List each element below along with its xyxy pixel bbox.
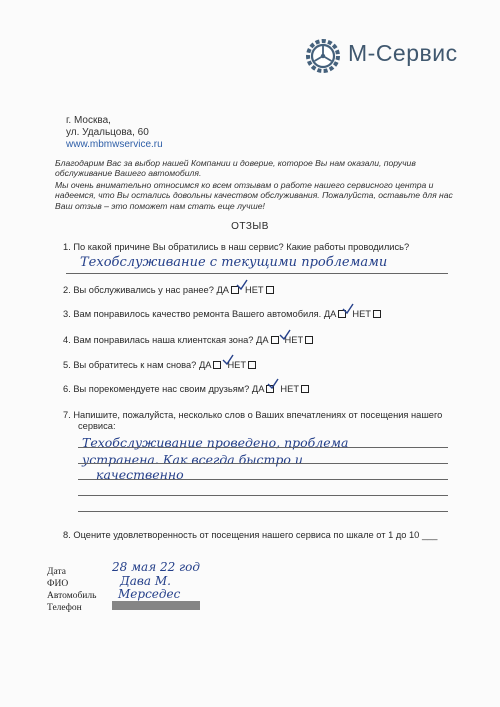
rating-blank[interactable]: ___ <box>421 530 438 540</box>
brand-logo <box>305 38 341 74</box>
fio-label: ФИО <box>47 579 69 589</box>
no-checkbox[interactable] <box>305 336 313 344</box>
no-label: НЕТ <box>227 360 247 370</box>
answer-1-handwriting: Техобслуживание с текущими проблемами <box>80 255 388 270</box>
yes-label: ДА <box>198 360 212 370</box>
question-6-text: 6. Вы порекомендуете нас своим друзьям? <box>63 384 250 394</box>
answer-7-rule <box>78 511 448 512</box>
no-checkbox[interactable] <box>266 286 274 294</box>
phone-label: Телефон <box>47 603 82 613</box>
form-title: ОТЗЫВ <box>231 221 269 232</box>
date-label: Дата <box>47 567 66 577</box>
yes-checkbox[interactable] <box>213 361 221 369</box>
address-street: ул. Удальцова, 60 <box>66 127 149 138</box>
no-label: НЕТ <box>280 384 300 394</box>
date-value: 28 мая 22 год <box>112 560 200 574</box>
no-label: НЕТ <box>284 335 304 345</box>
checkmark-icon <box>342 303 354 315</box>
intro-thanks: Благодарим Вас за выбор нашей Компании и доверие, которое Вы нам оказали, поручив обслуживание Вашего автомобиля. <box>55 158 416 179</box>
question-8-text: 8. Оцените удовлетворенность от посещения нашего сервиса по шкале от 1 до 10 <box>63 530 420 540</box>
answer-7-line-2: устранена. Как всегда быстро и <box>82 452 303 467</box>
yes-label: ДА <box>256 335 269 345</box>
question-3-text: 3. Вам понравилось качество ремонта Вашего автомобиля. <box>63 309 322 319</box>
question-5-text: 5. Вы обратитесь к нам снова? <box>63 360 197 370</box>
checkmark-icon <box>279 329 291 341</box>
no-label: НЕТ <box>244 285 264 295</box>
gear-logo-icon <box>305 38 341 74</box>
answer-1-line <box>66 273 448 274</box>
car-value: Мерседес <box>118 587 181 601</box>
answer-7-line-1: Техобслуживание проведено, проблема <box>82 435 349 450</box>
question-7-line-2: сервиса: <box>78 421 116 431</box>
answer-7-rule <box>78 495 448 496</box>
intro-request: Мы очень внимательно относимся ко всем отзывам о работе нашего сервисного центра и надеемся, что Вы остались довольны качеством обслуживания. Пожалуйста, оставьте для нас Ваш отзыв – это поможет нам стать еще лучше! <box>55 180 453 211</box>
checkmark-icon <box>222 354 234 366</box>
answer-7-rule <box>78 463 448 464</box>
checkmark-icon <box>267 378 279 390</box>
website-link[interactable]: www.mbmwservice.ru <box>66 139 163 150</box>
phone-redacted <box>112 601 200 610</box>
question-1: 1. По какой причине Вы обратились в наш сервис? Какие работы проводились? <box>63 242 410 252</box>
no-checkbox[interactable] <box>301 385 309 393</box>
question-2-text: 2. Вы обслуживались у нас ранее? <box>63 285 214 295</box>
no-label: НЕТ <box>352 309 371 319</box>
checkmark-icon <box>236 279 248 291</box>
brand-name: М-Сервис <box>348 40 458 66</box>
no-checkbox[interactable] <box>373 310 381 318</box>
question-8 <box>63 530 437 540</box>
yes-label: ДА <box>323 309 337 319</box>
address-city: г. Москва, <box>66 115 111 126</box>
yes-label: ДА <box>216 285 229 295</box>
answer-7-line-3: качественно <box>96 467 184 482</box>
question-4-text: 4. Вам понравилась наша клиентская зона? <box>63 335 254 345</box>
answer-7-rule <box>78 479 448 480</box>
question-3 <box>63 309 387 319</box>
fio-value: Дава М. <box>120 574 171 588</box>
yes-label: ДА <box>251 384 265 394</box>
yes-checkbox[interactable] <box>271 336 279 344</box>
no-checkbox[interactable] <box>248 361 256 369</box>
car-label: Автомобиль <box>47 591 97 601</box>
question-7-line-1: 7. Напишите, пожалуйста, несколько слов о Ваших впечатлениях от посещения нашего <box>63 410 443 420</box>
answer-7-rule <box>78 447 448 448</box>
